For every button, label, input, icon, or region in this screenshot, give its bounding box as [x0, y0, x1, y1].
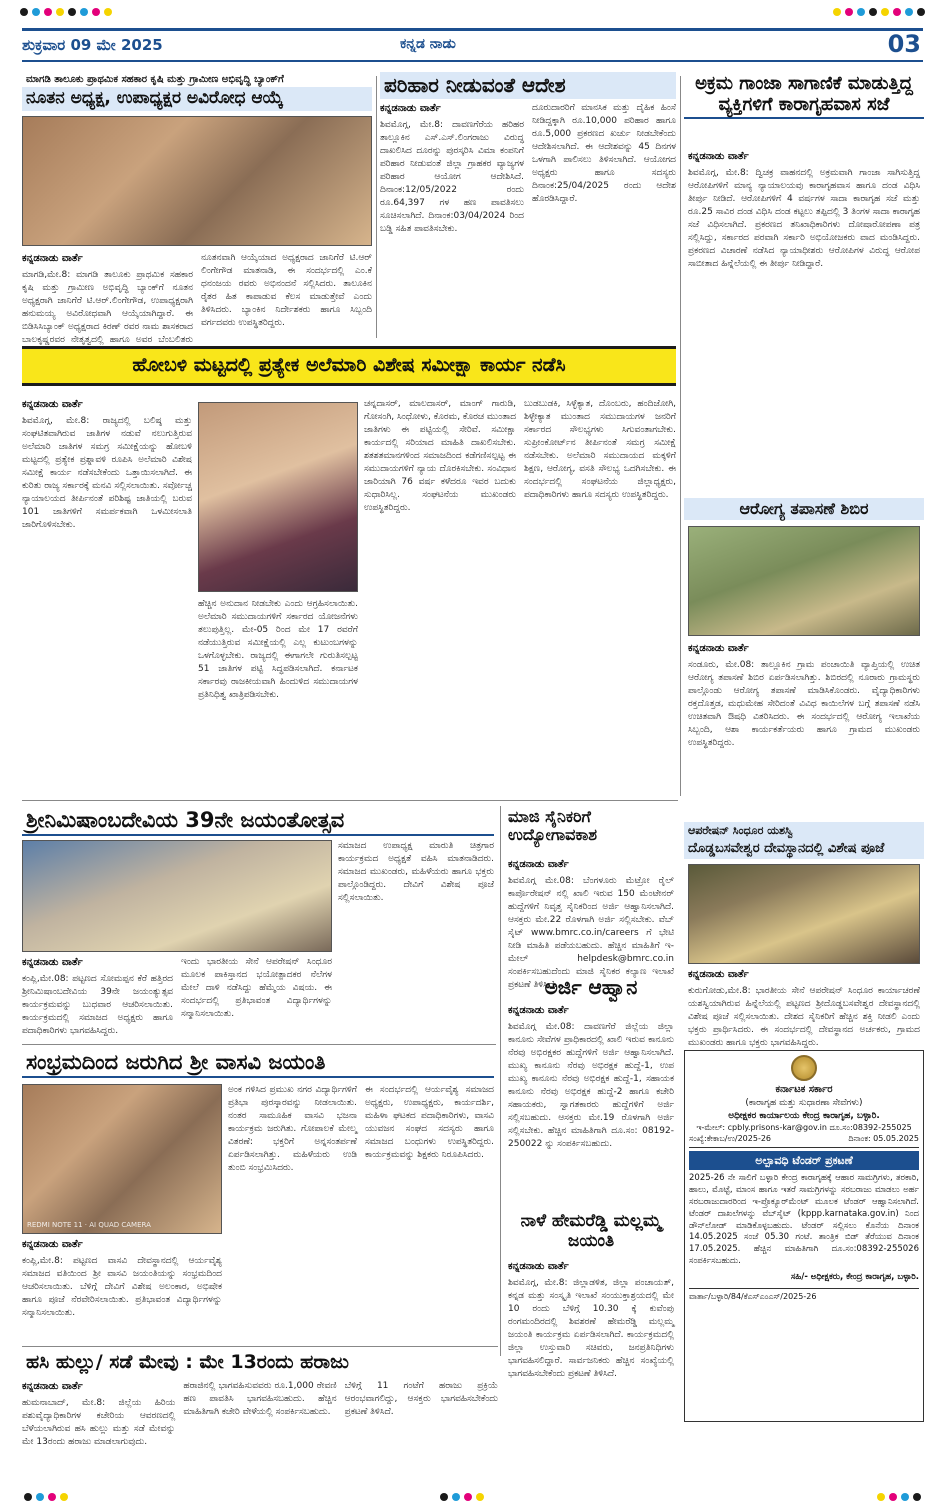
byline: ಕನ್ನಡನಾಡು ವಾರ್ತೆ [508, 1261, 569, 1272]
story-fodder-auction [22, 1350, 498, 1482]
story-body: ಕನ್ನಡನಾಡು ವಾರ್ತೆ ಶಿವಮೊಗ್ಗ ಮೇ.08: ದಾವಣಗೆರೆ ಜಿಲ್ಲೆಯ ಜಿಲ್ಲಾ ಕಾನೂನು ಸೇವೆಗಳ ಪ್ರಾಧಿಕಾರದಲ್ಲಿ ಖಾಲಿ ಇರುವ ಕಾನೂನು ನೆರವು ಅಭಿರಕ್ಷಕರ ಹುದ್ದೆಗಳಿಗೆ ಅರ್ಜಿ ಆಹ್ವಾನಿಸಲಾಗಿದೆ. ಮುಖ್ಯ ಕಾನೂನು ನೆರವು ಅಭಿರಕ್ಷಕ ಹುದ್ದೆ-1, ಉಪ ಮುಖ್ಯ ಕಾನೂನು ನೆರವು ಅಭಿರಕ್ಷಕ ಹುದ್ದೆ-1, ಸಹಾಯಕ ಕಾನೂನು ನೆರವು ಅಭಿರಕ್ಷಕ ಹುದ್ದೆ-2 ಹಾಗೂ ಕಚೇರಿ ಸಹಾಯಕರು, ಸ್ವಾಗತಕಾರರು ಹುದ್ದೆಗಳಿಗೆ ಅರ್ಜಿ ಸಲ್ಲಿಸಬಹುದು. ಆಸಕ್ತರು ಮೇ.19 ರೊಳಗಾಗಿ ಅರ್ಜಿ ಸಲ್ಲಿಸಬೇಕು. ಹೆಚ್ಚಿನ ಮಾಹಿತಿಗಾಗಿ ದೂ.ಸಂ: 08192-250022 ನ್ನು ಸಂಪರ್ಕಿಸಬಹುದು. [508, 1005, 674, 1149]
notice-body: 2025-26 ನೇ ಸಾಲಿಗೆ ಬಳ್ಳಾರಿ ಕೇಂದ್ರ ಕಾರಾಗೃಹಕ್ಕೆ ಆಹಾರ ಸಾಮಗ್ರಿಗಳು, ತರಕಾರಿ, ಹಾಲು, ಮೊಟ್ಟೆ, ಮಾಂಸ ಹಾಗೂ ಇತರೆ ಸಾಮಗ್ರಿಗಳನ್ನು ಸರಬರಾಜು ಮಾಡಲು ಅರ್ಹ ಸರಬರಾಜುದಾರರಿಂದ ಇ-ಪ್ರೊಕ್ಯೂರ್‌ಮೆಂಟ್ ಮೂಲಕ ಟೆಂಡರ್ ಆಹ್ವಾನಿಸಲಾಗಿದೆ. ಟೆಂಡರ್ ದಾಖಲೆಗಳನ್ನು ವೆಬ್‌ಸೈಟ್ (kppp.karnataka.gov.in) ನಿಂದ ಡೌನ್‌ಲೋಡ್ ಮಾಡಿಕೊಳ್ಳಬಹುದು. ಟೆಂಡರ್ ಸಲ್ಲಿಸಲು ಕೊನೆಯ ದಿನಾಂಕ 14.05.2025 ಸಂಜೆ 05.30 ಗಂಟೆ. ತಾಂತ್ರಿಕ ಬಿಡ್ ತೆರೆಯುವ ದಿನಾಂಕ 17.05.2025. ಹೆಚ್ಚಿನ ಮಾಹಿತಿಗಾಗಿ ದೂ.ಸಂ:08392-255026 ಸಂಪರ್ಕಿಸಬಹುದು. [689, 1172, 919, 1267]
byline: ಕನ್ನಡನಾಡು ವಾರ್ತೆ [380, 103, 441, 114]
story-headline: ಪರಿಹಾರ ನೀಡುವಂತೆ ಆದೇಶ [380, 72, 676, 99]
story-photo [688, 864, 920, 964]
byline: ಕನ್ನಡನಾಡು ವಾರ್ತೆ [688, 643, 749, 654]
story-headline: ಶ್ರೀನಿಮಿಷಾಂಬದೇವಿಯ 39ನೇ ಜಯಂತೋತ್ಸವ [22, 806, 494, 836]
story-headline: ಮಾಜಿ ಸೈನಿಕರಿಗೆ ಉದ್ಯೋಗಾವಕಾಶ [508, 807, 598, 845]
registration-dots-right [833, 8, 925, 16]
story-photo [22, 840, 332, 952]
story-headline: ಹೋಬಳಿ ಮಟ್ಟದಲ್ಲಿ ಪ್ರತ್ಯೇಕ ಅಲೆಮಾರಿ ವಿಶೇಷ ಸಮೀಕ್ಷಾ ಕಾರ್ಯ ನಡೆಸಿ [22, 346, 676, 386]
byline: ಕನ್ನಡನಾಡು ವಾರ್ತೆ [22, 399, 83, 410]
notice-office: ಅಧೀಕ್ಷಕರ ಕಾರ್ಯಾಲಯ ಕೇಂದ್ರ ಕಾರಾಗೃಹ, ಬಳ್ಳಾರಿ. [728, 1110, 880, 1121]
photo-watermark: REDMI NOTE 11 · AI QUAD CAMERA [27, 1221, 151, 1229]
notice-ref-row [689, 1133, 919, 1147]
story-headline: ನೂತನ ಅಧ್ಯಕ್ಷ, ಉಪಾಧ್ಯಕ್ಷರ ಅವಿರೋಧ ಆಯ್ಕೆ [22, 87, 372, 111]
story-headline: ಆರೋಗ್ಯ ತಪಾಸಣೆ ಶಿಬಿರ [684, 498, 924, 520]
story-body: ಕನ್ನಡನಾಡು ವಾರ್ತೆ ಶಿವಮೊಗ್ಗ, ಮೇ.8: ದ್ವಿಚಕ್ರ ವಾಹನದಲ್ಲಿ ಅಕ್ರಮವಾಗಿ ಗಾಂಜಾ ಸಾಗಿಸುತ್ತಿದ್ದ ಆರೋಪಿಗಳಿಗೆ ಮಾನ್ಯ ನ್ಯಾಯಾಲಯವು ಕಾರಾಗೃಹವಾಸ ಹಾಗೂ ದಂಡ ವಿಧಿಸಿ ತೀರ್ಪು ನೀಡಿದೆ. ಆರೋಪಿಗಳಿಗೆ 4 ವರ್ಷಗಳ ಸಾದಾ ಕಾರಾಗೃಹ ಸಜೆ ಮತ್ತು ರೂ.25 ಸಾವಿರ ದಂಡ ವಿಧಿಸಿ ದಂಡ ಕಟ್ಟಲು ತಪ್ಪಿದಲ್ಲಿ 3 ತಿಂಗಳ ಸಾದಾ ಕಾರಾಗೃಹ ಸಜೆ ವಿಧಿಸಲಾಗಿದೆ. ಪ್ರಕರಣದ ತನಿಖಾಧಿಕಾರಿಗಳು ದೋಷಾರೋಪಣಾ ಪತ್ರ ಸಲ್ಲಿಸಿದ್ದು, ಸರ್ಕಾರದ ಪರವಾಗಿ ಸರ್ಕಾರಿ ಅಭಿಯೋಜಕರು ವಾದ ಮಂಡಿಸಿದ್ದರು. ಪ್ರಕರಣದ ವಿಚಾರಣೆ ನಡೆಸಿದ ನ್ಯಾಯಾಧೀಶರು ಆರೋಪಿಗಳ ವಿರುದ್ಧ ಆರೋಪ ಸಾಬೀತಾದ ಹಿನ್ನೆಲೆಯಲ್ಲಿ ಈ ತೀರ್ಪು ನೀಡಿದ್ದಾರೆ. [688, 151, 920, 269]
byline: ಕನ್ನಡನಾಡು ವಾರ್ತೆ [22, 1381, 83, 1392]
story-column: ನೂತನವಾಗಿ ಆಯ್ಕೆಯಾದ ಅಧ್ಯಕ್ಷರಾದ ಜಾನಿಗೆರೆ ಟಿ.ಆರ್ ಲಿಂಗೇಗೌಡ ಮಾತನಾಡಿ, ಈ ಸಂದರ್ಭದಲ್ಲಿ ಎಂ.ಕೆ ಧನಂಜಯ ರವರು ಅಭಿನಂದನೆ ಸಲ್ಲಿಸಿದರು. ತಾಲೂಕಿನ ರೈತರ ಹಿತ ಕಾಪಾಡುವ ಕೆಲಸ ಮಾಡುತ್ತೇವೆ ಎಂದು ತಿಳಿಸಿದರು. ಬ್ಯಾಂಕಿನ ನಿರ್ದೇಶಕರು ಹಾಗೂ ಸಿಬ್ಬಂದಿ ವರ್ಗದವರು ಉಪಸ್ಥಿತರಿದ್ದರು. [201, 253, 372, 329]
story-column: ಬೆಳಿಗ್ಗೆ 11 ಗಂಟೆಗೆ ಹರಾಜು ಪ್ರಕ್ರಿಯೆ ಆರಂಭವಾಗಲಿದ್ದು, ಆಸಕ್ತರು ಭಾಗವಹಿಸಬೇಕೆಂದು ಪ್ರಕಟಣೆ ತಿಳಿಸಿದೆ. [344, 1381, 498, 1418]
notice-title: ಕರ್ನಾಟಕ ಸರ್ಕಾರ [775, 1084, 833, 1095]
story-column: ಚನ್ನದಾಸರ್, ಮಾಲದಾಸರ್, ಮಾಂಗ್ ಗಾರುಡಿ, ಗೋಸಂಗಿ, ಸಿಂಧೋಳು, ಕೊರಮ, ಕೊರಚ ಮುಂತಾದ ಜಾತಿಗಳು ಈ ಪಟ್ಟಿಯಲ್ಲಿ ಸೇರಿವೆ. ಸಮೀಕ್ಷಾ ಕಾರ್ಯದಲ್ಲಿ ಸರಿಯಾದ ಮಾಹಿತಿ ದಾಖಲಿಸಬೇಕು. ಶತಶತಮಾನಗಳಿಂದ ಸಮಾಜದಿಂದ ಕಡೆಗಣಿಸಲ್ಪಟ್ಟ ಈ ಸಮುದಾಯಗಳಿಗೆ ನ್ಯಾಯ ದೊರಕಿಸಬೇಕು. ಸಂವಿಧಾನ ಜಾರಿಯಾಗಿ 76 ವರ್ಷ ಕಳೆದರೂ ಇವರ ಬದುಕು ಸುಧಾರಿಸಿಲ್ಲ. ಸಂಘಟನೆಯ ಮುಖಂಡರು ಉಪಸ್ಥಿತರಿದ್ದರು. [364, 399, 517, 514]
story-column: ಇಂದು ಭಾರತೀಯ ಸೇನೆ ಆಪರೇಷನ್ ಸಿಂಧೂರ ಮೂಲಕ ಪಾಕಿಸ್ತಾನದ ಭಯೋತ್ಪಾದಕರ ನೆಲೆಗಳ ಮೇಲೆ ದಾಳಿ ನಡೆಸಿದ್ದು ಹೆಮ್ಮೆಯ ವಿಷಯ. ಈ ಸಂದರ್ಭದಲ್ಲಿ ಪ್ರತಿಭಾವಂತ ವಿದ್ಯಾರ್ಥಿಗಳನ್ನು ಸನ್ಮಾನಿಸಲಾಯಿತು. [181, 957, 332, 1020]
story-headline: ಅರ್ಜಿ ಆಹ್ವಾನ [544, 975, 638, 999]
story-column: ಹರಾಜಿನಲ್ಲಿ ಭಾಗವಹಿಸುವವರು ರೂ.1,000 ಠೇವಣಿ ಹಣ ಪಾವತಿಸಿ ಭಾಗವಹಿಸಬಹುದು. ಹೆಚ್ಚಿನ ಮಾಹಿತಿಗಾಗಿ ಕಚೇರಿ ವೇಳೆಯಲ್ಲಿ ಸಂಪರ್ಕಿಸಬಹುದು. [183, 1381, 337, 1418]
story-headline: ಹಸಿ ಹುಲ್ಲು/ ಸಡೆ ಮೇವು : ಮೇ 13ರಂದು ಹರಾಜು [26, 1351, 349, 1373]
story-headline: ನಾಳೆ ಹೇಮರೆಡ್ಡಿ ಮಲ್ಲಮ್ಮ ಜಯಂತಿ [520, 1211, 662, 1251]
story-column: ಕನ್ನಡನಾಡು ವಾರ್ತೆ ಶಿವಮೊಗ್ಗ, ಮೇ.8: ರಾಜ್ಯದಲ್ಲಿ ಬಲಿಷ್ಠ ಮತ್ತು ಸಂಘಟಿತವಾಗಿರುವ ಜಾತಿಗಳ ನಡುವೆ ನಲುಗುತ್ತಿರುವ ಅಲೆಮಾರಿ ಜಾತಿಗಳ ಸಮಗ್ರ ಸಮೀಕ್ಷೆಯನ್ನು ಹೋಬಳಿ ಮಟ್ಟದಲ್ಲಿ ಪ್ರತ್ಯೇಕ ಪ್ರಶ್ನಾವಳಿ ರೂಪಿಸಿ ಅಲೆಮಾರಿ ವಿಶೇಷ ಸಮೀಕ್ಷೆ ಕಾರ್ಯ ನಡೆಸಬೇಕೆಂದು ಒತ್ತಾಯಿಸಲಾಗಿದೆ. ಈ ಕುರಿತು ರಾಜ್ಯ ಸರ್ಕಾರಕ್ಕೆ ಮನವಿ ಸಲ್ಲಿಸಲಾಯಿತು. ಸರ್ವೋಚ್ಚ ನ್ಯಾಯಾಲಯದ ತೀರ್ಪಿನಂತೆ ಪರಿಶಿಷ್ಟ ಜಾತಿಯಲ್ಲಿ ಬರುವ 101 ಜಾತಿಗಳಿಗೆ ಸಮರ್ಪಕವಾಗಿ ಒಳಮೀಸಲಾತಿ ಜಾರಿಗೊಳಿಸಬೇಕು. [22, 399, 192, 530]
story-operation-sindoor-puja [684, 822, 924, 1046]
byline: ಕನ್ನಡನಾಡು ವಾರ್ತೆ [688, 151, 749, 162]
registration-dots-left [20, 8, 112, 16]
story-column: ಕನ್ನಡನಾಡು ವಾರ್ತೆ ಶಿವಮೊಗ್ಗ, ಮೇ.8: ದಾವಣಗೆರೆಯ ಹರಿಹರ ತಾಲ್ಲೂಕಿನ ಎಸ್.ಎಸ್.ಲಿಂಗರಾಜು ವಿರುದ್ಧ ದಾಖಲಿಸಿದ ದೂರನ್ನು ಪುರಸ್ಕರಿಸಿ ವಿಮಾ ಕಂಪನಿಗೆ ಪರಿಹಾರ ನೀಡುವಂತೆ ಜಿಲ್ಲಾ ಗ್ರಾಹಕರ ವ್ಯಾಜ್ಯಗಳ ಪರಿಹಾರ ಆಯೋಗ ಆದೇಶಿಸಿದೆ. ದಿನಾಂಕ:12/05/2022 ರಂದು ರೂ.64,397 ಗಳ ಹಣ ಪಾವತಿಸಲು ಸೂಚಿಸಲಾಗಿದೆ. ದಿನಾಂಕ:03/04/2024 ರಿಂದ ಬಡ್ಡಿ ಸಹಿತ ಪಾವತಿಸಬೇಕು. [380, 103, 524, 234]
page-header [0, 0, 945, 72]
section-rule [22, 800, 678, 801]
story-column: ಈ ಸಂದರ್ಭದಲ್ಲಿ ಆರ್ಯವೈಶ್ಯ ಸಮಾಜದ ಅಧ್ಯಕ್ಷರು, ಉಪಾಧ್ಯಕ್ಷರು, ಕಾರ್ಯದರ್ಶಿ, ಮಹಿಳಾ ಘಟಕದ ಪದಾಧಿಕಾರಿಗಳು, ವಾಸವಿ ಯುವಜನ ಸಂಘದ ಸದಸ್ಯರು ಹಾಗೂ ಸಮಾಜದ ಬಂಧುಗಳು ಉಪಸ್ಥಿತರಿದ್ದರು. ಕಾರ್ಯಕ್ರಮವನ್ನು ಶಿಕ್ಷಕರು ನಿರೂಪಿಸಿದರು. [365, 1085, 494, 1161]
story-photo [198, 402, 358, 592]
column-rule [376, 76, 377, 338]
story-hemareddy-mallamma [504, 1210, 678, 1420]
byline: ಕನ್ನಡನಾಡು ವಾರ್ತೆ [508, 859, 569, 870]
story-applications-invited [504, 974, 678, 1206]
story-column: ಹೆಚ್ಚಿನ ಅನುದಾನ ನೀಡಬೇಕು ಎಂದು ಆಗ್ರಹಿಸಲಾಯಿತು. ಅಲೆಮಾರಿ ಸಮುದಾಯಗಳಿಗೆ ಸರ್ಕಾರದ ಯೋಜನೆಗಳು ತಲುಪುತ್ತಿಲ್ಲ. ಮೇ-05 ರಿಂದ ಮೇ 17 ರವರೆಗೆ ನಡೆಯುತ್ತಿರುವ ಸಮೀಕ್ಷೆಯಲ್ಲಿ ಎಲ್ಲ ಕುಟುಂಬಗಳನ್ನು ಒಳಗೊಳ್ಳಬೇಕು. ರಾಜ್ಯದಲ್ಲಿ ಈಗಾಗಲೇ ಗುರುತಿಸಲ್ಪಟ್ಟ 51 ಜಾತಿಗಳ ಪಟ್ಟಿ ಸಿದ್ಧಪಡಿಸಲಾಗಿದೆ. ಕರ್ನಾಟಕ ಸರ್ಕಾರವು ರಾಜಕೀಯವಾಗಿ ಹಿಂದುಳಿದ ಸಮುದಾಯಗಳ ಪ್ರತಿನಿಧಿತ್ವ ಖಾತ್ರಿಪಡಿಸಬೇಕು. [198, 599, 358, 701]
story-column: ದೂರುದಾರರಿಗೆ ಮಾನಸಿಕ ಮತ್ತು ದೈಹಿಕ ಹಿಂಸೆ ನೀಡಿದ್ದಕ್ಕಾಗಿ ರೂ.10,000 ಪರಿಹಾರ ಹಾಗೂ ರೂ.5,000 ಪ್ರಕರಣದ ಖರ್ಚು ನೀಡಬೇಕೆಂದು ಆದೇಶಿಸಲಾಗಿದೆ. ಈ ಆದೇಶವನ್ನು 45 ದಿನಗಳ ಒಳಗಾಗಿ ಪಾಲಿಸಲು ತಿಳಿಸಲಾಗಿದೆ. ಆಯೋಗದ ಅಧ್ಯಕ್ಷರು ಹಾಗೂ ಸದಸ್ಯರು ದಿನಾಂಕ:25/04/2025 ರಂದು ಆದೇಶ ಹೊರಡಿಸಿದ್ದಾರೆ. [532, 103, 676, 205]
byline: ಕನ್ನಡನಾಡು ವಾರ್ತೆ [688, 969, 749, 980]
page-number: 03 [887, 30, 921, 58]
notice-signature: ಸಹಿ/- ಅಧೀಕ್ಷಕರು, ಕೇಂದ್ರ ಕಾರಾಗೃಹ, ಬಳ್ಳಾರಿ. [790, 1272, 919, 1283]
story-photo [688, 526, 920, 636]
registration-dots-bottom-left [24, 1493, 68, 1501]
section-rule [22, 1044, 496, 1045]
registration-dots-bottom-right [877, 1493, 921, 1501]
notice-ref-no: ಸಂಖ್ಯೆ:ಕೇಕಾಬ/ಉ/2025-26 [689, 1134, 772, 1144]
byline: ಕನ್ನಡನಾಡು ವಾರ್ತೆ [22, 253, 83, 264]
story-vasavi-jayanti [22, 1048, 494, 1342]
story-nimishambadevi [22, 806, 494, 1040]
registration-dots-bottom-center [440, 1493, 484, 1501]
story-kicker: ಮಾಗಡಿ ತಾಲೂಕು ಪ್ರಾಥಮಿಕ ಸಹಕಾರ ಕೃಷಿ ಮತ್ತು ಗ್ರಾಮೀಣ ಅಭಿವೃದ್ಧಿ ಬ್ಯಾಂಕ್‌ಗೆ [26, 74, 284, 85]
notice-bar: ಅಲ್ಪಾವಧಿ ಟೆಂಡರ್ ಪ್ರಕಟಣೆ [689, 1151, 919, 1170]
story-compensation-order [380, 72, 676, 340]
story-nomadic-survey [22, 346, 676, 796]
story-column: ಬುಡಬುಡಕಿ, ಸಿಳ್ಳೆಕ್ಯಾತ, ದೊಂಬರು, ಹಂದಿಜೋಗಿ, ಶಿಳ್ಳೇಕ್ಯಾತ ಮುಂತಾದ ಸಮುದಾಯಗಳ ಜನರಿಗೆ ಸರ್ಕಾರದ ಸೌಲಭ್ಯಗಳು ಸಿಗುವಂತಾಗಬೇಕು. ಸುಪ್ರೀಂಕೋರ್ಟ್‌ನ ತೀರ್ಪಿನಂತೆ ಸಮಗ್ರ ಸಮೀಕ್ಷೆ ನಡೆಸಬೇಕು. ಅಲೆಮಾರಿ ಸಮುದಾಯದ ಮಕ್ಕಳಿಗೆ ಶಿಕ್ಷಣ, ಆರೋಗ್ಯ, ವಸತಿ ಸೌಲಭ್ಯ ಒದಗಿಸಬೇಕು. ಈ ಸಂದರ್ಭದಲ್ಲಿ ಸಂಘಟನೆಯ ಜಿಲ್ಲಾಧ್ಯಕ್ಷರು, ಪದಾಧಿಕಾರಿಗಳು ಹಾಗೂ ಸದಸ್ಯರು ಉಪಸ್ಥಿತರಿದ್ದರು. [524, 399, 676, 501]
karnataka-emblem-icon [791, 1055, 817, 1081]
story-column: ಅಂಕ ಗಳಿಸಿದ ಪ್ರಮುಖ ನಗರ ವಿದ್ಯಾರ್ಥಿಗಳಿಗೆ ಪ್ರತಿಭಾ ಪುರಸ್ಕಾರವನ್ನು ನೀಡಲಾಯಿತು. ನಂತರ ಸಾಮೂಹಿಕ ವಾಸವಿ ಭಜನಾ ಕಾರ್ಯಕ್ರಮ ಜರುಗಿತು. ಗೋಪಾಲಕೆ ಮೇಲ್ಮ ವಿತರಣೆ: ಭಕ್ತರಿಗೆ ಅನ್ನಸಂತರ್ಪಣೆ ಏರ್ಪಡಿಸಲಾಗಿತ್ತು. ಮಹಿಳೆಯರು ಉಡಿ ತುಂಬಿ ಸಂಭ್ರಮಿಸಿದರು. [228, 1085, 357, 1174]
story-headline: ದೊಡ್ಡಬಸವೇಶ್ವರ ದೇವಸ್ಥಾನದಲ್ಲಿ ವಿಶೇಷ ಪೂಜೆ [684, 840, 924, 859]
byline: ಕನ್ನಡನಾಡು ವಾರ್ತೆ [22, 957, 83, 968]
story-body: ಕನ್ನಡನಾಡು ವಾರ್ತೆ ಸಂಡೂರು, ಮೇ.08: ತಾಲ್ಲೂಕಿನ ಗ್ರಾಮ ಪಂಚಾಯಿತಿ ವ್ಯಾಪ್ತಿಯಲ್ಲಿ ಉಚಿತ ಆರೋಗ್ಯ ತಪಾಸಣೆ ಶಿಬಿರ ಏರ್ಪಡಿಸಲಾಗಿತ್ತು. ಶಿಬಿರದಲ್ಲಿ ನೂರಾರು ಗ್ರಾಮಸ್ಥರು ಪಾಲ್ಗೊಂಡು ಆರೋಗ್ಯ ತಪಾಸಣೆ ಮಾಡಿಸಿಕೊಂಡರು. ವೈದ್ಯಾಧಿಕಾರಿಗಳು ರಕ್ತದೊತ್ತಡ, ಮಧುಮೇಹ ಸೇರಿದಂತೆ ವಿವಿಧ ಕಾಯಿಲೆಗಳ ಬಗ್ಗೆ ತಪಾಸಣೆ ನಡೆಸಿ ಉಚಿತವಾಗಿ ಔಷಧಿ ವಿತರಿಸಿದರು. ಈ ಸಂದರ್ಭದಲ್ಲಿ ಆರೋಗ್ಯ ಇಲಾಖೆಯ ಸಿಬ್ಬಂದಿ, ಆಶಾ ಕಾರ್ಯಕರ್ತೆಯರು ಹಾಗೂ ಗ್ರಾಮದ ಮುಖಂಡರು ಉಪಸ್ಥಿತರಿದ್ದರು. [688, 643, 920, 748]
byline: ಕನ್ನಡನಾಡು ವಾರ್ತೆ [508, 1005, 569, 1016]
notice-contact: ಇ-ಮೇಲ್: cpbly.prisons-kar@gov.in ದೂ.ಸಂ:08392-255025 [696, 1123, 912, 1133]
story-health-camp [684, 498, 924, 818]
story-bank-election [22, 72, 372, 345]
column-rule [500, 806, 501, 1356]
story-column: ಕನ್ನಡನಾಡು ವಾರ್ತೆ ಕಂಪ್ಲಿ,ಮೇ.08: ಪಟ್ಟಣದ ಸೋಮಪ್ಪನ ಕೆರೆ ಹತ್ತಿರದ ಶ್ರೀನಿಮಿಷಾಂಬದೇವಿಯ 39ನೇ ಜಯಂತ್ಯುತ್ಸವ ಕಾರ್ಯಕ್ರಮವನ್ನು ಬುಧವಾರ ಆಚರಿಸಲಾಯಿತು. ಕಾರ್ಯಕ್ರಮದಲ್ಲಿ ಸಮಾಜದ ಅಧ್ಯಕ್ಷರು ಹಾಗೂ ಪದಾಧಿಕಾರಿಗಳು ಭಾಗವಹಿಸಿದ್ದರು. [22, 957, 173, 1036]
story-column: ಸಮಾಜದ ಉಪಾಧ್ಯಕ್ಷ ಮಾರುತಿ ಚಿತ್ರಗಾರ ಕಾರ್ಯಕ್ರಮದ ಅಧ್ಯಕ್ಷತೆ ವಹಿಸಿ ಮಾತನಾಡಿದರು. ಸಮಾಜದ ಮುಖಂಡರು, ಮಹಿಳೆಯರು ಹಾಗೂ ಭಕ್ತರು ಪಾಲ್ಗೊಂಡಿದ್ದರು. ದೇವಿಗೆ ವಿಶೇಷ ಪೂಜೆ ಸಲ್ಲಿಸಲಾಯಿತು. [338, 841, 494, 904]
story-ganja-sentence [684, 72, 924, 494]
story-photo [22, 116, 372, 246]
issue-date: ಶುಕ್ರವಾರ 09 ಮೇ 2025 [22, 36, 163, 54]
story-column: ಕನ್ನಡನಾಡು ವಾರ್ತೆ ಮಾಗಡಿ,ಮೇ.8: ಮಾಗಡಿ ತಾಲೂಕು ಪ್ರಾಥಮಿಕ ಸಹಕಾರ ಕೃಷಿ ಮತ್ತು ಗ್ರಾಮೀಣ ಅಭಿವೃದ್ಧಿ ಬ್ಯಾಂಕ್‌ಗೆ ನೂತನ ಅಧ್ಯಕ್ಷರಾಗಿ ಜಾನಿಗೆರೆ ಟಿ.ಆರ್.ಲಿಂಗೇಗೌಡ, ಉಪಾಧ್ಯಕ್ಷರಾಗಿ ಹನುಮಯ್ಯ ಅವಿರೋಧವಾಗಿ ಆಯ್ಕೆಯಾಗಿದ್ದಾರೆ. ಈ ಬಿಡಿಸಿಸಿಬ್ಯಾಂಕ್ ಅಧ್ಯಕ್ಷರಾದ ಕಿರಣ್ ರವರ ನಾಮ ಶಾಸಕರಾದ ಬಾಲಕೃಷ್ಣರವರ ನೇತೃತ್ವದಲ್ಲಿ ಹಾಗೂ ಅವರ ಬೆಂಬಲಿತರು [22, 253, 193, 345]
byline: ಕನ್ನಡನಾಡು ವಾರ್ತೆ [22, 1239, 83, 1250]
notice-ref-date: ದಿನಾಂಕ: 05.05.2025 [848, 1134, 919, 1144]
story-column: ಕನ್ನಡನಾಡು ವಾರ್ತೆ ಕಂಪ್ಲಿ,ಮೇ.8: ಪಟ್ಟಣದ ವಾಸವಿ ದೇವಸ್ಥಾನದಲ್ಲಿ ಆರ್ಯವೈಶ್ಯ ಸಮಾಜದ ವತಿಯಿಂದ ಶ್ರೀ ವಾಸವಿ ಜಯಂತಿಯನ್ನು ಸಂಭ್ರಮದಿಂದ ಆಚರಿಸಲಾಯಿತು. ಬೆಳಿಗ್ಗೆ ದೇವಿಗೆ ವಿಶೇಷ ಅಲಂಕಾರ, ಅಭಿಷೇಕ ಹಾಗೂ ಪೂಜೆ ನೆರವೇರಿಸಲಾಯಿತು. ಪ್ರತಿಭಾವಂತ ವಿದ್ಯಾರ್ಥಿಗಳನ್ನು ಸನ್ಮಾನಿಸಲಾಯಿತು. [22, 1239, 222, 1318]
tender-notice [684, 1050, 924, 1422]
column-rule [680, 76, 681, 796]
story-headline: ಅಕ್ರಮ ಗಾಂಜಾ ಸಾಗಾಣಿಕೆ ಮಾಡುತ್ತಿದ್ದ ವ್ಯಕ್ತಿಗಳಿಗೆ ಕಾರಾಗೃಹವಾಸ ಸಜೆ [684, 72, 924, 119]
notice-subtitle: (ಕಾರಾಗೃಹ ಮತ್ತು ಸುಧಾರಣಾ ಸೇವೆಗಳು) [745, 1098, 863, 1108]
section-rule [22, 1346, 498, 1347]
story-headline: ಸಂಭ್ರಮದಿಂದ ಜರುಗಿದ ಶ್ರೀ ವಾಸವಿ ಜಯಂತಿ [22, 1048, 494, 1078]
story-body: ಕನ್ನಡನಾಡು ವಾರ್ತೆ ಶಿವಮೊಗ್ಗ, ಮೇ.8: ಜಿಲ್ಲಾಡಳಿತ, ಜಿಲ್ಲಾ ಪಂಚಾಯತ್, ಕನ್ನಡ ಮತ್ತು ಸಂಸ್ಕೃತಿ ಇಲಾಖೆ ಸಂಯುಕ್ತಾಶ್ರಯದಲ್ಲಿ ಮೇ 10 ರಂದು ಬೆಳಿಗ್ಗೆ 10.30 ಕ್ಕೆ ಕುವೆಂಪು ರಂಗಮಂದಿರದಲ್ಲಿ ಶಿವಶರಣೆ ಹೇಮರೆಡ್ಡಿ ಮಲ್ಲಮ್ಮ ಜಯಂತಿ ಕಾರ್ಯಕ್ರಮ ಏರ್ಪಡಿಸಲಾಗಿದೆ. ಕಾರ್ಯಕ್ರಮದಲ್ಲಿ ಜಿಲ್ಲಾ ಉಸ್ತುವಾರಿ ಸಚಿವರು, ಜನಪ್ರತಿನಿಧಿಗಳು ಭಾಗವಹಿಸಲಿದ್ದಾರೆ. ಸಾರ್ವಜನಿಕರು ಹೆಚ್ಚಿನ ಸಂಖ್ಯೆಯಲ್ಲಿ ಭಾಗವಹಿಸಬೇಕೆಂದು ಪ್ರಕಟಣೆ ತಿಳಿಸಿದೆ. [508, 1261, 674, 1379]
notice-footer: ವಾರ್ತಾ/ಬಳ್ಳಾರಿ/84/ಕೆಎಸ್ಎಂಎಸ್/2025-26 [689, 1288, 919, 1302]
story-body: ಕನ್ನಡನಾಡು ವಾರ್ತೆ ಕುರುಗೋಡು,ಮೇ.8: ಭಾರತೀಯ ಸೇನೆ ಆಪರೇಷನ್ ಸಿಂಧೂರ ಕಾರ್ಯಾಚರಣೆ ಯಶಸ್ವಿಯಾಗಿರುವ ಹಿನ್ನೆಲೆಯಲ್ಲಿ ಪಟ್ಟಣದ ಶ್ರೀದೊಡ್ಡಬಸವೇಶ್ವರ ದೇವಸ್ಥಾನದಲ್ಲಿ ವಿಶೇಷ ಪೂಜೆ ಸಲ್ಲಿಸಲಾಯಿತು. ದೇಶದ ಸೈನಿಕರಿಗೆ ಹೆಚ್ಚಿನ ಶಕ್ತಿ ನೀಡಲಿ ಎಂದು ಭಕ್ತರು ಪ್ರಾರ್ಥಿಸಿದರು. ಈ ಸಂದರ್ಭದಲ್ಲಿ ದೇವಸ್ಥಾನದ ಅರ್ಚಕರು, ಗ್ರಾಮದ ಮುಖಂಡರು ಹಾಗೂ ಭಕ್ತರು ಭಾಗವಹಿಸಿದ್ದರು. [688, 969, 920, 1048]
story-column: ಕನ್ನಡನಾಡು ವಾರ್ತೆ ಹುಮನಾಬಾದ್, ಮೇ.8: ಜಿಲ್ಲೆಯ ಹಿರಿಯ ಪಶುವೈದ್ಯಾಧಿಕಾರಿಗಳ ಕಚೇರಿಯ ಆವರಣದಲ್ಲಿ ಬೆಳೆಯಲಾಗಿರುವ ಹಸಿ ಹುಲ್ಲು ಮತ್ತು ಸಡೆ ಮೇವನ್ನು ಮೇ 13ರಂದು ಹರಾಜು ಮಾಡಲಾಗುವುದು. [22, 1381, 176, 1447]
masthead: ಕನ್ನಡ ನಾಡು [400, 36, 456, 52]
story-body: ಕನ್ನಡನಾಡು ವಾರ್ತೆ ಶಿವಮೊಗ್ಗ ಮೇ.08: ಬೆಂಗಳೂರು ಮೆಟ್ರೋ ರೈಲ್ ಕಾರ್ಪೊರೇಷನ್ ನಲ್ಲಿ ಖಾಲಿ ಇರುವ 150 ಮೆಂಟೇನರ್ ಹುದ್ದೆಗಳಿಗೆ ನಿವೃತ್ತ ಸೈನಿಕರಿಂದ ಅರ್ಜಿ ಆಹ್ವಾನಿಸಲಾಗಿದೆ. ಆಸಕ್ತರು ಮೇ.22 ರೊಳಗಾಗಿ ಅರ್ಜಿ ಸಲ್ಲಿಸಬೇಕು. ವೆಬ್ ಸೈಟ್ www.bmrc.co.in/careers ಗೆ ಭೇಟಿ ನೀಡಿ ಮಾಹಿತಿ ಪಡೆಯಬಹುದು. ಹೆಚ್ಚಿನ ಮಾಹಿತಿಗೆ ಇ-ಮೇಲ್ helpdesk@bmrc.co.in ಸಂಪರ್ಕಿಸಬಹುದೆಂದು ಮಾಜಿ ಸೈನಿಕರ ಕಲ್ಯಾಣ ಇಲಾಖೆ ಪ್ರಕಟಣೆ ತಿಳಿಸಿದೆ. [508, 859, 674, 990]
story-kicker: ಆಪರೇಷನ್ ಸಿಂಧೂರ ಯಶಸ್ವಿ [684, 822, 924, 840]
story-ex-servicemen-jobs [504, 806, 678, 990]
story-photo [22, 1084, 222, 1234]
